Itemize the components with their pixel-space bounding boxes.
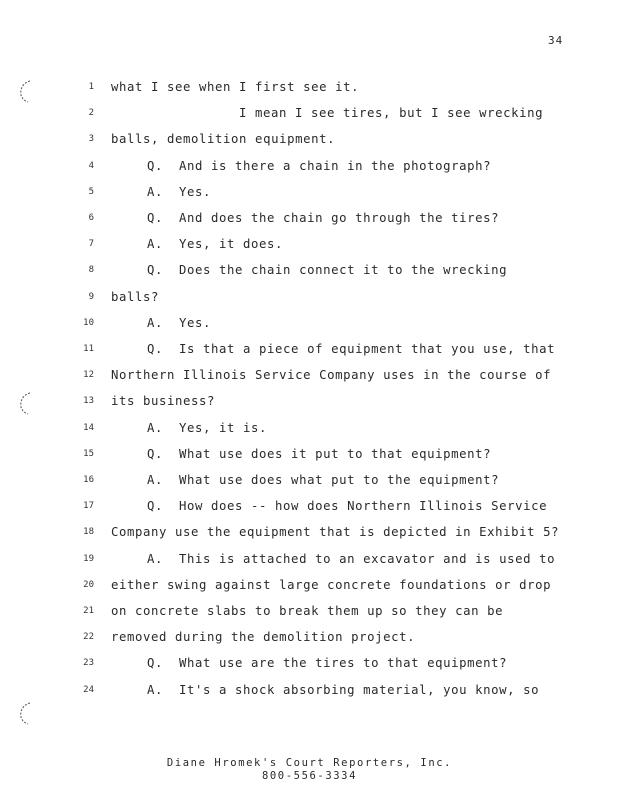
transcript-line: on concrete slabs to break them up so they can be xyxy=(111,604,504,618)
line-number: 9 xyxy=(88,291,94,302)
line-number: 11 xyxy=(83,344,94,354)
line-number: 10 xyxy=(83,317,94,328)
line-number: 23 xyxy=(83,658,94,669)
transcript-line: Q. What use does it put to that equipment? xyxy=(147,446,492,461)
page-number: 34 xyxy=(548,34,564,47)
punch-hole-mark xyxy=(16,78,34,104)
transcript-line: removed during the demolition project. xyxy=(111,630,416,645)
line-number: 22 xyxy=(83,632,94,643)
transcript-line: either swing against large concrete foundations or drop xyxy=(111,577,552,592)
transcript-line: A. Yes, it does. xyxy=(147,237,284,252)
line-number: 21 xyxy=(83,606,94,616)
line-number: 6 xyxy=(88,213,94,223)
line-number: 7 xyxy=(88,239,94,250)
line-number: 5 xyxy=(88,186,94,197)
line-number: 19 xyxy=(83,553,94,564)
line-number: 14 xyxy=(83,422,94,433)
transcript-line: A. It's a shock absorbing material, you know, so xyxy=(147,682,540,697)
footer-company: Diane Hromek's Court Reporters, Inc. xyxy=(166,757,453,769)
transcript-line: Q. Does the chain connect it to the wrecking xyxy=(147,263,508,278)
transcript-line: Q. How does -- how does Northern Illinois Service xyxy=(147,499,548,514)
transcript-line: A. This is attached to an excavator and is used to xyxy=(147,551,556,566)
punch-hole-mark xyxy=(16,390,34,416)
line-number: 1 xyxy=(88,82,94,92)
line-number: 4 xyxy=(88,160,94,171)
line-number: 20 xyxy=(83,579,94,590)
line-number: 13 xyxy=(83,396,94,407)
transcript-line: Q. What use are the tires to that equipment? xyxy=(147,656,508,671)
transcript-line: A. What use does what put to the equipment? xyxy=(147,473,500,487)
transcript-line: Q. And is there a chain in the photograph? xyxy=(147,158,492,173)
line-number: 12 xyxy=(83,370,94,381)
line-number: 16 xyxy=(83,475,94,485)
transcript-line: A. Yes. xyxy=(147,184,212,199)
transcript-line: A. Yes. xyxy=(147,315,212,330)
line-number: 15 xyxy=(83,448,94,459)
transcript-line: what I see when I first see it. xyxy=(111,80,360,94)
transcript-line: balls, demolition equipment. xyxy=(111,132,336,147)
transcript-line: Q. Is that a piece of equipment that you use, that xyxy=(147,342,556,356)
line-number: 17 xyxy=(83,501,94,512)
line-number: 3 xyxy=(88,134,94,145)
transcript-line: its business? xyxy=(111,394,216,409)
footer-phone: 800-556-3334 xyxy=(261,770,358,782)
transcript-line: Company use the equipment that is depicted in Exhibit 5? xyxy=(111,525,560,540)
transcript-line: A. Yes, it is. xyxy=(147,420,268,435)
transcript-line: Q. And does the chain go through the tires? xyxy=(147,211,500,225)
line-number: 8 xyxy=(88,265,94,276)
transcript-line: balls? xyxy=(111,289,160,304)
line-number: 18 xyxy=(83,527,94,538)
transcript-line: I mean I see tires, but I see wrecking xyxy=(239,106,544,121)
line-number: 24 xyxy=(83,684,94,695)
line-number: 2 xyxy=(88,108,94,119)
punch-hole-mark xyxy=(16,700,34,726)
transcript-line: Northern Illinois Service Company uses in the course of xyxy=(111,368,552,383)
